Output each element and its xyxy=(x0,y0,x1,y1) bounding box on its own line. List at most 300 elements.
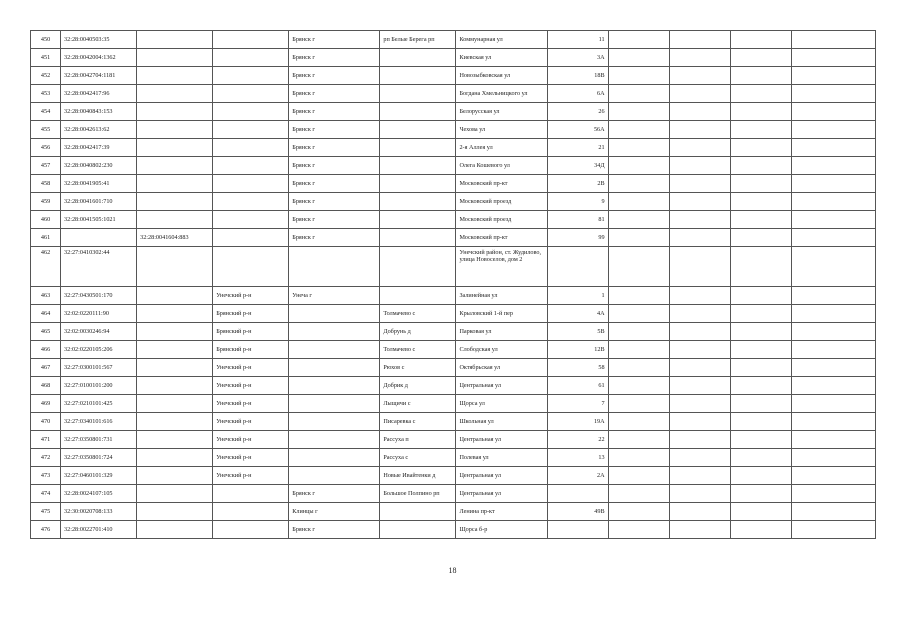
previous-cadastral-number xyxy=(137,67,213,85)
empty-cell xyxy=(791,229,875,247)
street-address: Слободская ул xyxy=(456,341,547,359)
row-number: 452 xyxy=(31,67,61,85)
city: Клинцы г xyxy=(289,503,380,521)
district: Унечский р-н xyxy=(213,431,289,449)
previous-cadastral-number xyxy=(137,287,213,305)
table-row xyxy=(31,175,876,193)
row-number: 460 xyxy=(31,211,61,229)
empty-cell xyxy=(669,67,730,85)
house-number: 11 xyxy=(547,31,608,49)
city xyxy=(289,359,380,377)
empty-cell xyxy=(669,121,730,139)
empty-cell xyxy=(730,49,791,67)
previous-cadastral-number xyxy=(137,193,213,211)
empty-cell xyxy=(669,193,730,211)
empty-cell xyxy=(730,193,791,211)
settlement: Большое Полпино рп xyxy=(380,485,456,503)
empty-cell xyxy=(730,175,791,193)
street-address: Октябрьская ул xyxy=(456,359,547,377)
row-number: 463 xyxy=(31,287,61,305)
house-number: 22 xyxy=(547,431,608,449)
empty-cell xyxy=(669,175,730,193)
cadastral-number: 32:27:0460101:329 xyxy=(61,467,137,485)
row-number: 458 xyxy=(31,175,61,193)
empty-cell xyxy=(791,121,875,139)
table-row xyxy=(31,431,876,449)
city: Брянск г xyxy=(289,31,380,49)
city: Брянск г xyxy=(289,139,380,157)
empty-cell xyxy=(608,485,669,503)
row-number: 451 xyxy=(31,49,61,67)
table-row xyxy=(31,521,876,539)
table-row xyxy=(31,485,876,503)
city xyxy=(289,449,380,467)
cadastral-number: 32:28:0041505:1021 xyxy=(61,211,137,229)
empty-cell xyxy=(730,305,791,323)
house-number: 3А xyxy=(547,49,608,67)
district xyxy=(213,485,289,503)
cadastral-number: 32:28:0042704:1181 xyxy=(61,67,137,85)
street-address: Унечский район, ст. Жудилово, улица Новоселов, дом 2 xyxy=(456,247,547,287)
city: Брянск г xyxy=(289,49,380,67)
empty-cell xyxy=(608,521,669,539)
empty-cell xyxy=(669,103,730,121)
street-address: Щорса ул xyxy=(456,395,547,413)
house-number: 12В xyxy=(547,341,608,359)
district xyxy=(213,31,289,49)
empty-cell xyxy=(730,503,791,521)
empty-cell xyxy=(730,377,791,395)
previous-cadastral-number xyxy=(137,377,213,395)
city: Брянск г xyxy=(289,67,380,85)
house-number: 7 xyxy=(547,395,608,413)
empty-cell xyxy=(730,341,791,359)
house-number: 21 xyxy=(547,139,608,157)
table-row xyxy=(31,193,876,211)
empty-cell xyxy=(669,395,730,413)
empty-cell xyxy=(608,467,669,485)
street-address: Центральная ул xyxy=(456,377,547,395)
empty-cell xyxy=(730,157,791,175)
house-number: 34Д xyxy=(547,157,608,175)
street-address: 2-я Аллея ул xyxy=(456,139,547,157)
row-number: 459 xyxy=(31,193,61,211)
empty-cell xyxy=(608,341,669,359)
district xyxy=(213,521,289,539)
empty-cell xyxy=(608,85,669,103)
empty-cell xyxy=(791,395,875,413)
empty-cell xyxy=(669,521,730,539)
row-number: 472 xyxy=(31,449,61,467)
previous-cadastral-number xyxy=(137,341,213,359)
row-number: 454 xyxy=(31,103,61,121)
empty-cell xyxy=(669,449,730,467)
house-number: 99 xyxy=(547,229,608,247)
previous-cadastral-number xyxy=(137,449,213,467)
previous-cadastral-number xyxy=(137,211,213,229)
empty-cell xyxy=(669,31,730,49)
district xyxy=(213,211,289,229)
house-number: 49В xyxy=(547,503,608,521)
cadastral-number: 32:28:0022701:410 xyxy=(61,521,137,539)
empty-cell xyxy=(730,31,791,49)
empty-cell xyxy=(669,377,730,395)
empty-cell xyxy=(791,175,875,193)
city xyxy=(289,247,380,287)
empty-cell xyxy=(608,175,669,193)
table-row xyxy=(31,377,876,395)
district xyxy=(213,49,289,67)
city xyxy=(289,305,380,323)
empty-cell xyxy=(730,431,791,449)
district xyxy=(213,85,289,103)
previous-cadastral-number xyxy=(137,157,213,175)
house-number xyxy=(547,521,608,539)
empty-cell xyxy=(791,485,875,503)
cadastral-number: 32:28:0041905:41 xyxy=(61,175,137,193)
empty-cell xyxy=(669,49,730,67)
cadastral-number xyxy=(61,229,137,247)
empty-cell xyxy=(791,323,875,341)
house-number: 1 xyxy=(547,287,608,305)
settlement xyxy=(380,67,456,85)
cadastral-number: 32:27:0350801:731 xyxy=(61,431,137,449)
empty-cell xyxy=(791,193,875,211)
street-address: Московский проезд xyxy=(456,193,547,211)
empty-cell xyxy=(791,467,875,485)
empty-cell xyxy=(791,85,875,103)
cadastral-number: 32:28:0042417:96 xyxy=(61,85,137,103)
previous-cadastral-number xyxy=(137,323,213,341)
previous-cadastral-number xyxy=(137,485,213,503)
city: Брянск г xyxy=(289,103,380,121)
street-address: Московский проезд xyxy=(456,211,547,229)
cadastral-number: 32:28:0042417:39 xyxy=(61,139,137,157)
empty-cell xyxy=(791,49,875,67)
empty-cell xyxy=(791,211,875,229)
empty-cell xyxy=(730,413,791,431)
street-address: Богдана Хмельницкого ул xyxy=(456,85,547,103)
street-address: Школьная ул xyxy=(456,413,547,431)
empty-cell xyxy=(608,247,669,287)
house-number: 2В xyxy=(547,175,608,193)
settlement xyxy=(380,175,456,193)
row-number: 453 xyxy=(31,85,61,103)
settlement: рп Белые Берега рп xyxy=(380,31,456,49)
settlement xyxy=(380,157,456,175)
settlement: Рассуха п xyxy=(380,431,456,449)
registry-table-body xyxy=(31,31,876,539)
city: Брянск г xyxy=(289,193,380,211)
settlement: Лыщичи с xyxy=(380,395,456,413)
house-number: 5В xyxy=(547,323,608,341)
empty-cell xyxy=(608,377,669,395)
table-row xyxy=(31,323,876,341)
empty-cell xyxy=(608,121,669,139)
row-number: 450 xyxy=(31,31,61,49)
empty-cell xyxy=(669,431,730,449)
street-address: Московский пр-кт xyxy=(456,229,547,247)
row-number: 475 xyxy=(31,503,61,521)
registry-table xyxy=(30,30,876,539)
district: Унечский р-н xyxy=(213,467,289,485)
cadastral-number: 32:27:0430501:170 xyxy=(61,287,137,305)
previous-cadastral-number xyxy=(137,85,213,103)
settlement xyxy=(380,103,456,121)
street-address: Новозыбковская ул xyxy=(456,67,547,85)
empty-cell xyxy=(791,359,875,377)
city xyxy=(289,395,380,413)
district xyxy=(213,121,289,139)
street-address: Чехова ул xyxy=(456,121,547,139)
city: Брянск г xyxy=(289,175,380,193)
empty-cell xyxy=(730,323,791,341)
empty-cell xyxy=(669,157,730,175)
empty-cell xyxy=(608,103,669,121)
house-number: 6А xyxy=(547,85,608,103)
city xyxy=(289,431,380,449)
table-row xyxy=(31,287,876,305)
cadastral-number: 32:02:0220111:90 xyxy=(61,305,137,323)
table-row xyxy=(31,341,876,359)
table-row xyxy=(31,67,876,85)
empty-cell xyxy=(791,305,875,323)
table-row xyxy=(31,139,876,157)
empty-cell xyxy=(608,67,669,85)
previous-cadastral-number xyxy=(137,305,213,323)
table-row xyxy=(31,31,876,49)
city: Брянск г xyxy=(289,157,380,175)
settlement xyxy=(380,247,456,287)
cadastral-number: 32:28:0040503:35 xyxy=(61,31,137,49)
previous-cadastral-number xyxy=(137,139,213,157)
district xyxy=(213,103,289,121)
table-row xyxy=(31,49,876,67)
previous-cadastral-number xyxy=(137,103,213,121)
city xyxy=(289,341,380,359)
previous-cadastral-number xyxy=(137,503,213,521)
row-number: 469 xyxy=(31,395,61,413)
city: Унеча г xyxy=(289,287,380,305)
empty-cell xyxy=(608,323,669,341)
empty-cell xyxy=(791,247,875,287)
empty-cell xyxy=(730,211,791,229)
house-number: 9 xyxy=(547,193,608,211)
settlement: Добрик д xyxy=(380,377,456,395)
empty-cell xyxy=(730,485,791,503)
street-address: Московский пр-кт xyxy=(456,175,547,193)
empty-cell xyxy=(608,395,669,413)
district: Брянский р-н xyxy=(213,323,289,341)
table-row xyxy=(31,359,876,377)
district: Брянский р-н xyxy=(213,341,289,359)
street-address: Центральная ул xyxy=(456,467,547,485)
empty-cell xyxy=(669,139,730,157)
empty-cell xyxy=(608,413,669,431)
empty-cell xyxy=(791,377,875,395)
page-number: 18 xyxy=(448,566,457,575)
cadastral-number: 32:28:0041601:710 xyxy=(61,193,137,211)
empty-cell xyxy=(608,49,669,67)
row-number: 468 xyxy=(31,377,61,395)
empty-cell xyxy=(608,229,669,247)
empty-cell xyxy=(669,287,730,305)
empty-cell xyxy=(730,287,791,305)
empty-cell xyxy=(608,157,669,175)
city: Брянск г xyxy=(289,485,380,503)
house-number: 18В xyxy=(547,67,608,85)
previous-cadastral-number xyxy=(137,121,213,139)
house-number: 81 xyxy=(547,211,608,229)
settlement: Толмачево с xyxy=(380,305,456,323)
empty-cell xyxy=(608,193,669,211)
row-number: 457 xyxy=(31,157,61,175)
table-row xyxy=(31,103,876,121)
empty-cell xyxy=(730,121,791,139)
district: Унечский р-н xyxy=(213,395,289,413)
city xyxy=(289,377,380,395)
previous-cadastral-number xyxy=(137,395,213,413)
district: Брянский р-н xyxy=(213,305,289,323)
empty-cell xyxy=(791,287,875,305)
city xyxy=(289,413,380,431)
empty-cell xyxy=(730,395,791,413)
settlement xyxy=(380,85,456,103)
house-number: 56А xyxy=(547,121,608,139)
district xyxy=(213,229,289,247)
street-address: Белорусская ул xyxy=(456,103,547,121)
empty-cell xyxy=(730,449,791,467)
district: Унечский р-н xyxy=(213,377,289,395)
empty-cell xyxy=(791,521,875,539)
row-number: 465 xyxy=(31,323,61,341)
table-row xyxy=(31,413,876,431)
street-address: Залинейная ул xyxy=(456,287,547,305)
settlement xyxy=(380,211,456,229)
empty-cell xyxy=(730,139,791,157)
house-number: 58 xyxy=(547,359,608,377)
empty-cell xyxy=(730,247,791,287)
empty-cell xyxy=(791,103,875,121)
settlement: Писаревка с xyxy=(380,413,456,431)
cadastral-number: 32:28:0042613:62 xyxy=(61,121,137,139)
table-row xyxy=(31,229,876,247)
cadastral-number: 32:02:0220105:206 xyxy=(61,341,137,359)
empty-cell xyxy=(669,85,730,103)
empty-cell xyxy=(730,67,791,85)
empty-cell xyxy=(791,139,875,157)
settlement xyxy=(380,229,456,247)
previous-cadastral-number xyxy=(137,521,213,539)
city: Брянск г xyxy=(289,229,380,247)
street-address: Коммунарная ул xyxy=(456,31,547,49)
row-number: 474 xyxy=(31,485,61,503)
empty-cell xyxy=(791,413,875,431)
table-row xyxy=(31,121,876,139)
district xyxy=(213,139,289,157)
city xyxy=(289,467,380,485)
house-number: 61 xyxy=(547,377,608,395)
empty-cell xyxy=(669,341,730,359)
previous-cadastral-number xyxy=(137,413,213,431)
district xyxy=(213,247,289,287)
empty-cell xyxy=(669,247,730,287)
row-number: 466 xyxy=(31,341,61,359)
city: Брянск г xyxy=(289,85,380,103)
empty-cell xyxy=(608,503,669,521)
row-number: 462 xyxy=(31,247,61,287)
cadastral-number: 32:28:0042004:1362 xyxy=(61,49,137,67)
empty-cell xyxy=(608,139,669,157)
previous-cadastral-number: 32:28:0041604:883 xyxy=(137,229,213,247)
district: Унечский р-н xyxy=(213,287,289,305)
house-number xyxy=(547,485,608,503)
house-number: 4А xyxy=(547,305,608,323)
district: Унечский р-н xyxy=(213,449,289,467)
cadastral-number: 32:28:0040843:153 xyxy=(61,103,137,121)
settlement xyxy=(380,121,456,139)
row-number: 470 xyxy=(31,413,61,431)
previous-cadastral-number xyxy=(137,49,213,67)
empty-cell xyxy=(791,449,875,467)
empty-cell xyxy=(669,229,730,247)
district xyxy=(213,175,289,193)
empty-cell xyxy=(608,359,669,377)
street-address: Крыловский 1-й пер xyxy=(456,305,547,323)
district xyxy=(213,193,289,211)
cadastral-number: 32:27:0410302:44 xyxy=(61,247,137,287)
cadastral-number: 32:27:0100101:200 xyxy=(61,377,137,395)
previous-cadastral-number xyxy=(137,467,213,485)
cadastral-number: 32:27:0350801:724 xyxy=(61,449,137,467)
city: Брянск г xyxy=(289,211,380,229)
empty-cell xyxy=(669,359,730,377)
settlement: Толмачево с xyxy=(380,341,456,359)
street-address: Олега Кошевого ул xyxy=(456,157,547,175)
house-number xyxy=(547,247,608,287)
cadastral-number: 32:30:0020708:133 xyxy=(61,503,137,521)
empty-cell xyxy=(669,323,730,341)
settlement: Рассуха с xyxy=(380,449,456,467)
cadastral-number: 32:28:0024107:105 xyxy=(61,485,137,503)
street-address: Центральная ул xyxy=(456,485,547,503)
cadastral-number: 32:27:0210101:425 xyxy=(61,395,137,413)
row-number: 456 xyxy=(31,139,61,157)
house-number: 13 xyxy=(547,449,608,467)
house-number: 2А xyxy=(547,467,608,485)
district xyxy=(213,503,289,521)
row-number: 461 xyxy=(31,229,61,247)
table-row xyxy=(31,157,876,175)
table-row xyxy=(31,503,876,521)
cadastral-number: 32:28:0040802:230 xyxy=(61,157,137,175)
previous-cadastral-number xyxy=(137,31,213,49)
row-number: 471 xyxy=(31,431,61,449)
empty-cell xyxy=(608,287,669,305)
table-row xyxy=(31,211,876,229)
empty-cell xyxy=(669,305,730,323)
table-row xyxy=(31,467,876,485)
empty-cell xyxy=(608,31,669,49)
empty-cell xyxy=(669,467,730,485)
empty-cell xyxy=(791,67,875,85)
empty-cell xyxy=(669,413,730,431)
settlement xyxy=(380,193,456,211)
cadastral-number: 32:27:0300101:567 xyxy=(61,359,137,377)
row-number: 455 xyxy=(31,121,61,139)
table-row xyxy=(31,449,876,467)
district: Унечский р-н xyxy=(213,359,289,377)
